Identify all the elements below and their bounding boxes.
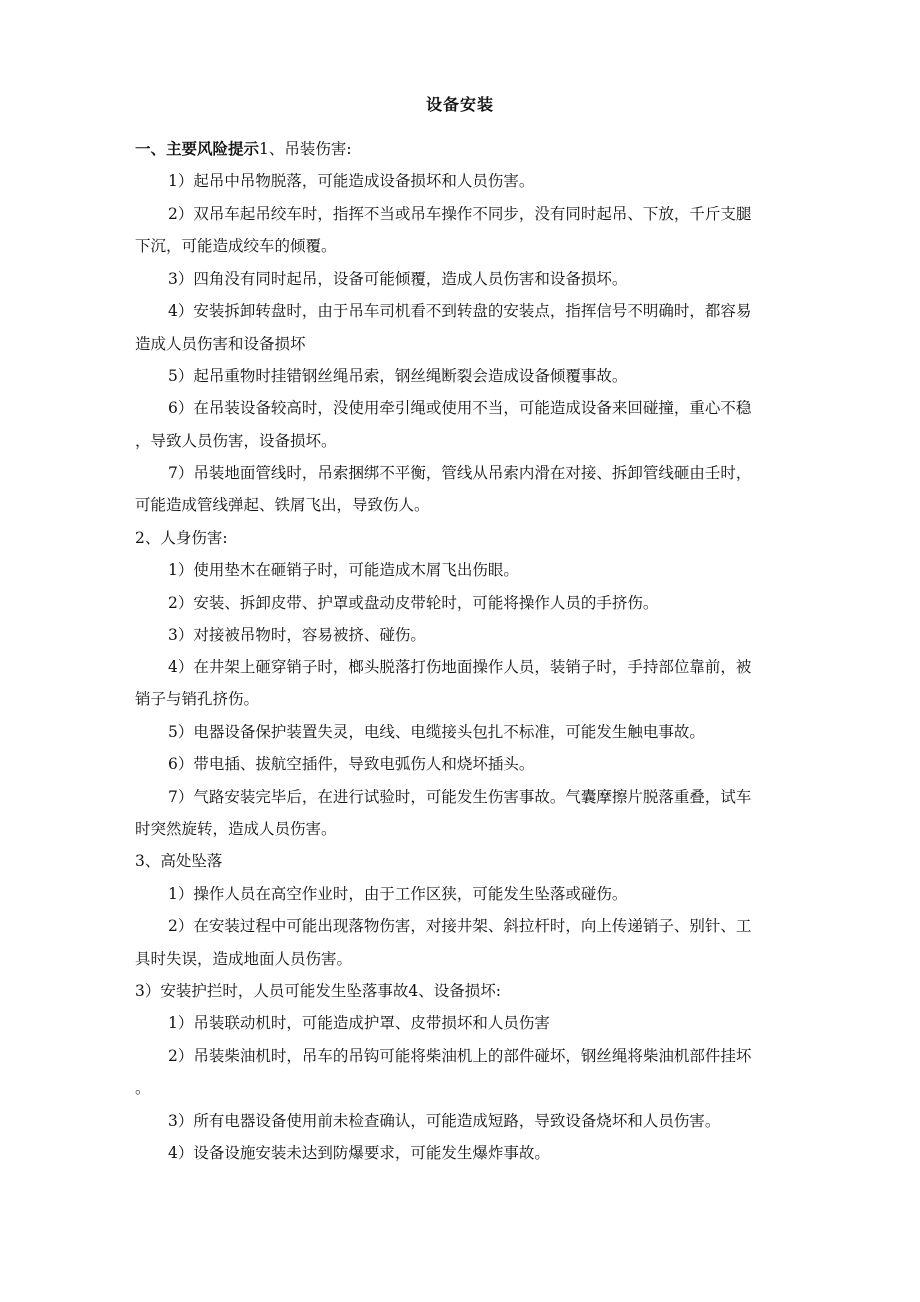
line-text: 1）起吊中吊物脱落，可能造成设备损坏和人员伤害。: [168, 172, 535, 190]
line-text: 4）设备设施安装未达到防爆要求，可能发生爆炸事故。: [168, 1144, 550, 1162]
line-text: 3）对接被吊物时，容易被挤、碰伤。: [168, 626, 426, 644]
paragraph-line: [168, 170, 534, 192]
paragraph-line: [135, 980, 501, 1002]
paragraph-line: [168, 462, 751, 484]
paragraph-line: [168, 592, 658, 614]
line-text: 4）在井架上砸穿销子时，榔头脱落打伤地面操作人员，装销子时，手持部位靠前，被: [168, 658, 752, 676]
paragraph-line: [135, 688, 259, 710]
paragraph-line: [135, 818, 337, 840]
line-text: 造成人员伤害和设备损坏: [135, 335, 306, 353]
paragraph-line: [168, 397, 751, 419]
line-text: 3）安装护拦时，人员可能发生坠落事故4、设备损坏:: [135, 982, 501, 1000]
line-text: 2）吊装柴油机时，吊车的吊钩可能将柴油机上的部件碰坏，钢丝绳将柴油机部件挂坏: [168, 1047, 752, 1065]
paragraph-line: [135, 527, 228, 549]
paragraph-line: [135, 494, 430, 516]
paragraph-line: [135, 235, 337, 257]
paragraph-line: [168, 268, 627, 290]
paragraph-line: [168, 1012, 550, 1034]
paragraph-line: [168, 753, 534, 775]
line-text: 6）带电插、拔航空插件，导致电弧伤人和烧坏插头。: [168, 755, 535, 773]
line-text: 4）安装拆卸转盘时，由于吊车司机看不到转盘的安装点，指挥信号不明确时，都容易: [168, 302, 752, 320]
paragraph-line: [168, 1110, 720, 1132]
paragraph-line: [168, 203, 751, 225]
line-text: 5）电器设备保护装置失灵，电线、电缆接头包扎不标准，可能发生触电事故。: [168, 723, 705, 741]
line-text: ，导致人员伤害，设备损坏。: [135, 432, 337, 450]
paragraph-line: [135, 333, 306, 355]
line-text: 5）起吊重物时挂错钢丝绳吊索，钢丝绳断裂会造成设备倾覆事故。: [168, 367, 628, 385]
paragraph-line: [168, 1045, 751, 1067]
paragraph-line: [168, 915, 751, 937]
paragraph-line: [168, 786, 751, 808]
paragraph-line: [168, 300, 751, 322]
paragraph-line: [168, 883, 627, 905]
paragraph-line: [168, 365, 627, 387]
paragraph-line: [168, 624, 426, 646]
line-text: 2）双吊车起吊绞车时，指挥不当或吊车操作不同步，没有同时起吊、下放，千斤支腿: [168, 205, 752, 223]
line-text: 6）在吊装设备较高时，没使用牵引绳或使用不当，可能造成设备来回碰撞，重心不稳: [168, 399, 752, 417]
line-text: 。: [135, 1079, 151, 1097]
paragraph-line: [135, 138, 352, 160]
line-text: 时突然旋转，造成人员伤害。: [135, 820, 337, 838]
line-text: 7）吊装地面管线时，吊索捆绑不平衡，管线从吊索内滑在对接、拆卸管线砸由壬时，: [168, 464, 752, 482]
line-text: 1）操作人员在高空作业时，由于工作区狭，可能发生坠落或碰伤。: [168, 885, 628, 903]
paragraph-line: [168, 656, 751, 678]
paragraph-line: [135, 1077, 151, 1099]
line-text: 3）四角没有同时起吊，设备可能倾覆，造成人员伤害和设备损坏。: [168, 270, 628, 288]
line-text: 下沉，可能造成绞车的倾覆。: [135, 237, 337, 255]
line-text: 3）所有电器设备使用前未检查确认，可能造成短路，导致设备烧坏和人员伤害。: [168, 1112, 721, 1130]
paragraph-line: [168, 559, 519, 581]
line-text: 7）气路安装完毕后，在进行试验时，可能发生伤害事故。气囊摩擦片脱落重叠，试车: [168, 788, 752, 806]
line-text: 具时失误，造成地面人员伤害。: [135, 950, 353, 968]
paragraph-line: [168, 721, 705, 743]
line-text: 1、吊装伤害:: [259, 140, 352, 158]
line-text: 可能造成管线弹起、铁屑飞出，导致伤人。: [135, 496, 430, 514]
line-text: 2）安装、拆卸皮带、护罩或盘动皮带轮时，可能将操作人员的手挤伤。: [168, 594, 659, 612]
line-text: 1）吊装联动机时，可能造成护罩、皮带损坏和人员伤害: [168, 1014, 550, 1032]
line-text: 2、人身伤害:: [135, 529, 228, 547]
paragraph-line: [135, 948, 352, 970]
section-heading: 一、主要风险提示: [135, 139, 260, 158]
line-text: 1）使用垫木在砸销子时，可能造成木屑飞出伤眼。: [168, 561, 519, 579]
line-text: 3、高处坠落: [135, 852, 223, 870]
paragraph-line: [168, 1142, 550, 1164]
line-text: 销子与销孔挤伤。: [135, 690, 260, 708]
page-title: 设备安装: [425, 95, 494, 114]
line-text: 2）在安装过程中可能出现落物伤害，对接井架、斜拉杆时，向上传递销子、别针、工: [168, 917, 752, 935]
paragraph-line: [135, 430, 337, 452]
paragraph-line: [135, 850, 222, 872]
